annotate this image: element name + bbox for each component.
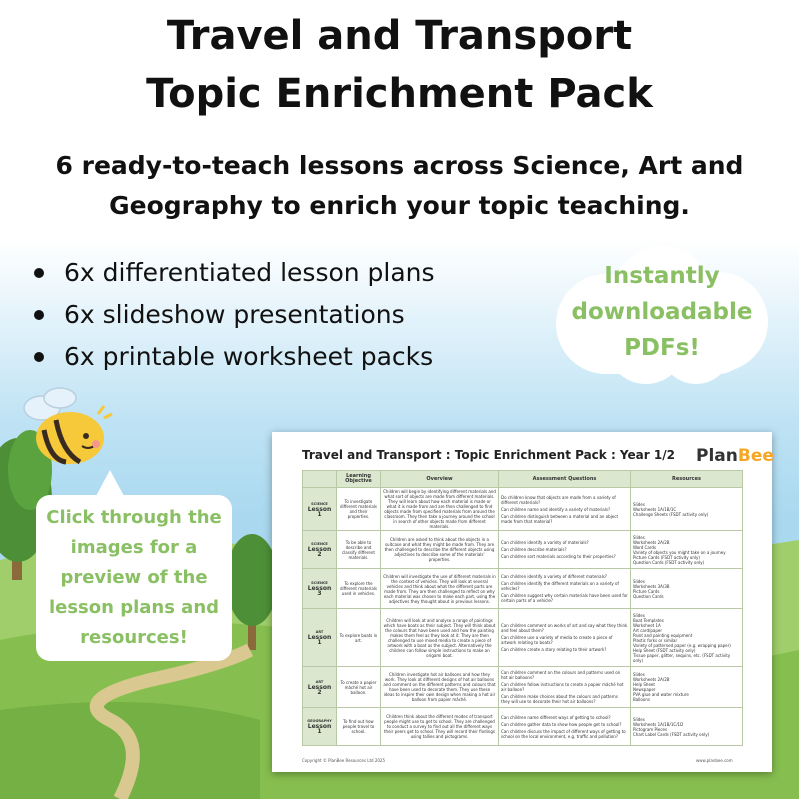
feature-list xyxy=(28,252,435,378)
subject-label: SCIENCE xyxy=(311,581,328,585)
assessment-question: Can children identify the different materials on a variety of vehicles? xyxy=(501,581,619,591)
lesson-label: Lesson 1 xyxy=(307,634,332,646)
document-website: www.planbee.com xyxy=(696,758,733,763)
resource-item: Word Cards xyxy=(633,544,656,550)
resource-item: Worksheets 2A/2B xyxy=(633,539,670,545)
lesson-label: Lesson 3 xyxy=(307,585,332,597)
resource-item: Worksheets 1A/1B/1C xyxy=(633,506,677,512)
assessment-question: Can children discuss the impact of different ways of getting to school on the local environment, e.g. traffic and pollution? xyxy=(501,728,626,739)
header-cell: Assessment Questions xyxy=(499,471,631,488)
callout-line-4: lesson plans and xyxy=(48,597,220,618)
cloud-line-3: PDFs! xyxy=(624,335,700,361)
questions-cell xyxy=(499,667,631,708)
resource-item: Picture Cards xyxy=(633,588,660,594)
resource-item: Help Sheet xyxy=(633,682,655,687)
callout-line-1: Click through the xyxy=(46,507,222,528)
resource-item: Worksheets 1A/1B/1C/1D xyxy=(633,721,684,727)
subtitle-line-2: Geography to enrich your topic teaching. xyxy=(109,191,690,220)
objective-cell: To investigate different materials and their properties. xyxy=(337,488,381,531)
objective-cell: To create a papier mâché hot air balloon. xyxy=(337,667,381,708)
cloud-line-1: Instantly xyxy=(604,263,720,289)
overview-cell: Children will begin by identifying different materials and what sort of objects are made from different materials. They will learn about how each material is made or what it is made from and are then challenged to find objects made from specified materials from around the classroom. They then take a journey around the school in search of other objects made from different materials. xyxy=(381,488,499,531)
questions-cell xyxy=(499,708,631,746)
cloud-line-2: downloadable xyxy=(571,299,753,325)
overview-cell: Children will look at and analyse a range of paintings which have boats as their subject. They will think about the colours that have been used and how the painting makes them feel as they look at it. They are then challenged to use mixed media to create a piece of artwork with a boat as the subject. Alternatively the children can follow simple instructions to make an origami boat. xyxy=(381,609,499,667)
resource-item: Plastic forks or similar xyxy=(633,637,678,643)
feature-item xyxy=(28,336,435,378)
resource-item: Worksheets 3A/3B xyxy=(633,583,670,589)
resource-item: Slides xyxy=(633,501,645,507)
assessment-question: Can children identify a variety of materials? xyxy=(501,540,589,545)
table-row xyxy=(303,609,743,667)
assessment-question: Can children comment on the colours and patterns used on hot air balloons? xyxy=(501,670,621,680)
resource-item: Newspaper xyxy=(633,687,656,692)
assessment-question: Can children name and identify a variety of materials? xyxy=(501,506,611,512)
header-cell: Learning Objective xyxy=(337,471,381,488)
bullet-icon xyxy=(34,268,44,278)
bullet-icon xyxy=(34,310,44,320)
page-subtitle xyxy=(40,146,759,226)
subject-label: SCIENCE xyxy=(311,501,328,506)
assessment-question: Can children create a story relating to their artwork? xyxy=(501,647,607,652)
overview-cell: Children investigate hot air balloons and how they work. They look at different designs of hot air balloons and comment on the different patterns and colours that have been used to decorate them. They use these ideas to inspire their own design when making a hot air balloon from papier mâché. xyxy=(381,667,499,708)
feature-label: 6x differentiated lesson plans xyxy=(64,258,435,287)
resource-item: Challenge Sheets (FSDT activity only) xyxy=(633,511,709,517)
resource-item: Slides xyxy=(633,612,645,618)
assessment-question: Can children suggest why certain materials have been used for certain parts of a vehicle? xyxy=(501,593,628,603)
resources-cell xyxy=(631,667,743,708)
feature-label: 6x slideshow presentations xyxy=(64,300,405,329)
callout-line-3: preview of the xyxy=(60,567,208,588)
resource-item: PVA glue and water mixture xyxy=(633,692,689,697)
lesson-cell xyxy=(303,488,337,531)
header-cell: Resources xyxy=(631,471,743,488)
questions-cell xyxy=(499,569,631,609)
resource-item: Boat Templates xyxy=(633,617,664,623)
document-title: Travel and Transport : Topic Enrichment Pack : Year 1/2 xyxy=(302,448,675,462)
lesson-label: Lesson 2 xyxy=(307,546,332,558)
resources-cell xyxy=(631,531,743,569)
table-row xyxy=(303,569,743,609)
cloud-badge-text xyxy=(546,258,778,366)
logo-plan: Plan xyxy=(696,446,738,466)
resource-item: Slides xyxy=(633,716,645,722)
resource-item: Picture Cards (FSDT activity only) xyxy=(633,554,700,560)
assessment-question: Can children gather data to show how people get to school? xyxy=(501,721,622,727)
questions-cell xyxy=(499,488,631,531)
resources-cell xyxy=(631,569,743,609)
lesson-label: Lesson 2 xyxy=(307,683,332,696)
table-row xyxy=(303,667,743,708)
overview-cell: Children think about the different modes of transport people might use to get to school. They are challenged to conduct a survey to find out all the different ways their peers get to school. They will record their findings using tallies and pictograms. xyxy=(381,708,499,746)
lesson-label: Lesson 1 xyxy=(307,723,332,735)
header-cell-lesson xyxy=(303,471,337,488)
page-title-line-1: Travel and Transport xyxy=(166,13,633,59)
feature-item xyxy=(28,294,435,336)
assessment-question: Can children use a variety of media to create a piece of artwork relating to boats? xyxy=(501,635,613,645)
assessment-question: Can children identify a variety of different materials? xyxy=(501,574,607,579)
callout-line-2: images for a xyxy=(70,537,198,558)
resource-item: Tissue paper, glitter, sequins, etc. (FSDT activity only) xyxy=(633,652,731,663)
assessment-question: Can children describe materials? xyxy=(501,547,567,552)
callout-tail xyxy=(96,470,124,496)
table-row xyxy=(303,488,743,531)
resource-item: Balloons xyxy=(633,697,650,702)
resource-item: Slides xyxy=(633,534,645,540)
resources-cell xyxy=(631,708,743,746)
resource-item: Slides xyxy=(633,578,645,584)
document-copyright: Copyright © PlanBee Resources Ltd 2025 xyxy=(302,758,386,763)
resource-item: Slides xyxy=(633,672,645,677)
lesson-overview-document-preview[interactable] xyxy=(272,432,772,772)
resource-item: Variety of objects you might take on a journey xyxy=(633,549,726,555)
planbee-logo xyxy=(696,446,774,466)
subject-label: ART xyxy=(315,679,324,684)
resource-item: Pictogram Pieces xyxy=(633,726,668,732)
assessment-question: Can children make choices about the colours and patterns they will use to decorate their hot air balloons? xyxy=(501,694,618,704)
lesson-cell xyxy=(303,609,337,667)
subject-label: ART xyxy=(315,630,324,634)
subject-label: GEOGRAPHY xyxy=(307,719,332,723)
subject-label: SCIENCE xyxy=(311,542,328,546)
table-header-row xyxy=(303,471,743,488)
objective-cell: To explore the different materials used in vehicles. xyxy=(337,569,381,609)
table-row xyxy=(303,531,743,569)
resource-item: Worksheets 2A/2B xyxy=(633,677,670,682)
assessment-question: Can children comment on works of art and say what they think and feel about them? xyxy=(501,623,628,633)
assessment-question: Can children follow instructions to create a papier mâché hot air balloon? xyxy=(501,682,624,692)
resources-cell xyxy=(631,609,743,667)
lesson-cell xyxy=(303,667,337,708)
questions-cell xyxy=(499,531,631,569)
assessment-question: Can children sort materials according to their properties? xyxy=(501,554,616,559)
resource-item: Question Cards xyxy=(633,593,664,599)
resources-cell xyxy=(631,488,743,531)
page-title-line-2: Topic Enrichment Pack xyxy=(146,71,653,117)
resource-item: Chart Label Cards (FSDT activity only) xyxy=(633,731,710,737)
resource-item: Worksheet 1A xyxy=(633,622,661,628)
assessment-question: Can children name different ways of getting to school? xyxy=(501,714,611,720)
lesson-cell xyxy=(303,569,337,609)
resource-item: Paint and painting equipment xyxy=(633,632,693,638)
callout-line-5: resources! xyxy=(80,627,188,648)
resource-item: Variety of patterned paper (e.g. wrapping paper) xyxy=(633,642,731,648)
lesson-label: Lesson 1 xyxy=(307,505,332,518)
feature-label: 6x printable worksheet packs xyxy=(64,342,434,371)
lesson-cell xyxy=(303,531,337,569)
questions-cell xyxy=(499,609,631,667)
objective-cell: To be able to describe and classify different materials. xyxy=(337,531,381,569)
header-cell: Overview xyxy=(381,471,499,488)
feature-item xyxy=(28,252,435,294)
lesson-cell xyxy=(303,708,337,746)
assessment-question: Do children know that objects are made from a variety of different materials? xyxy=(501,494,616,505)
resource-item: Help Sheet (FSDT activity only) xyxy=(633,647,696,653)
table-row xyxy=(303,708,743,746)
objective-cell: To explore boats in art. xyxy=(337,609,381,667)
callout-text xyxy=(36,503,232,653)
lesson-table xyxy=(302,470,743,746)
objective-cell: To find out how people travel to school. xyxy=(337,708,381,746)
resource-item: Question Cards (FSDT activity only) xyxy=(633,559,705,565)
resource-item: Art card/paper xyxy=(633,627,662,633)
bullet-icon xyxy=(34,352,44,362)
overview-cell: Children are asked to think about the objects in a suitcase and what they might be made from. They are then challenged to describe the different objects using adjectives to describe some of the materials' properties. xyxy=(381,531,499,569)
subtitle-line-1: 6 ready-to-teach lessons across Science, Art and xyxy=(55,151,744,180)
overview-cell: Children will investigate the use of different materials in the context of vehicles. They will look at several vehicles and think about what the different parts are made from. They are then challenged to reflect on why each material was chosen to make each part, using the adjectives they thought about in previous lessons. xyxy=(381,569,499,609)
assessment-question: Can children distinguish between a material and an object made from that material? xyxy=(501,513,619,524)
logo-bee: Bee xyxy=(737,446,774,466)
